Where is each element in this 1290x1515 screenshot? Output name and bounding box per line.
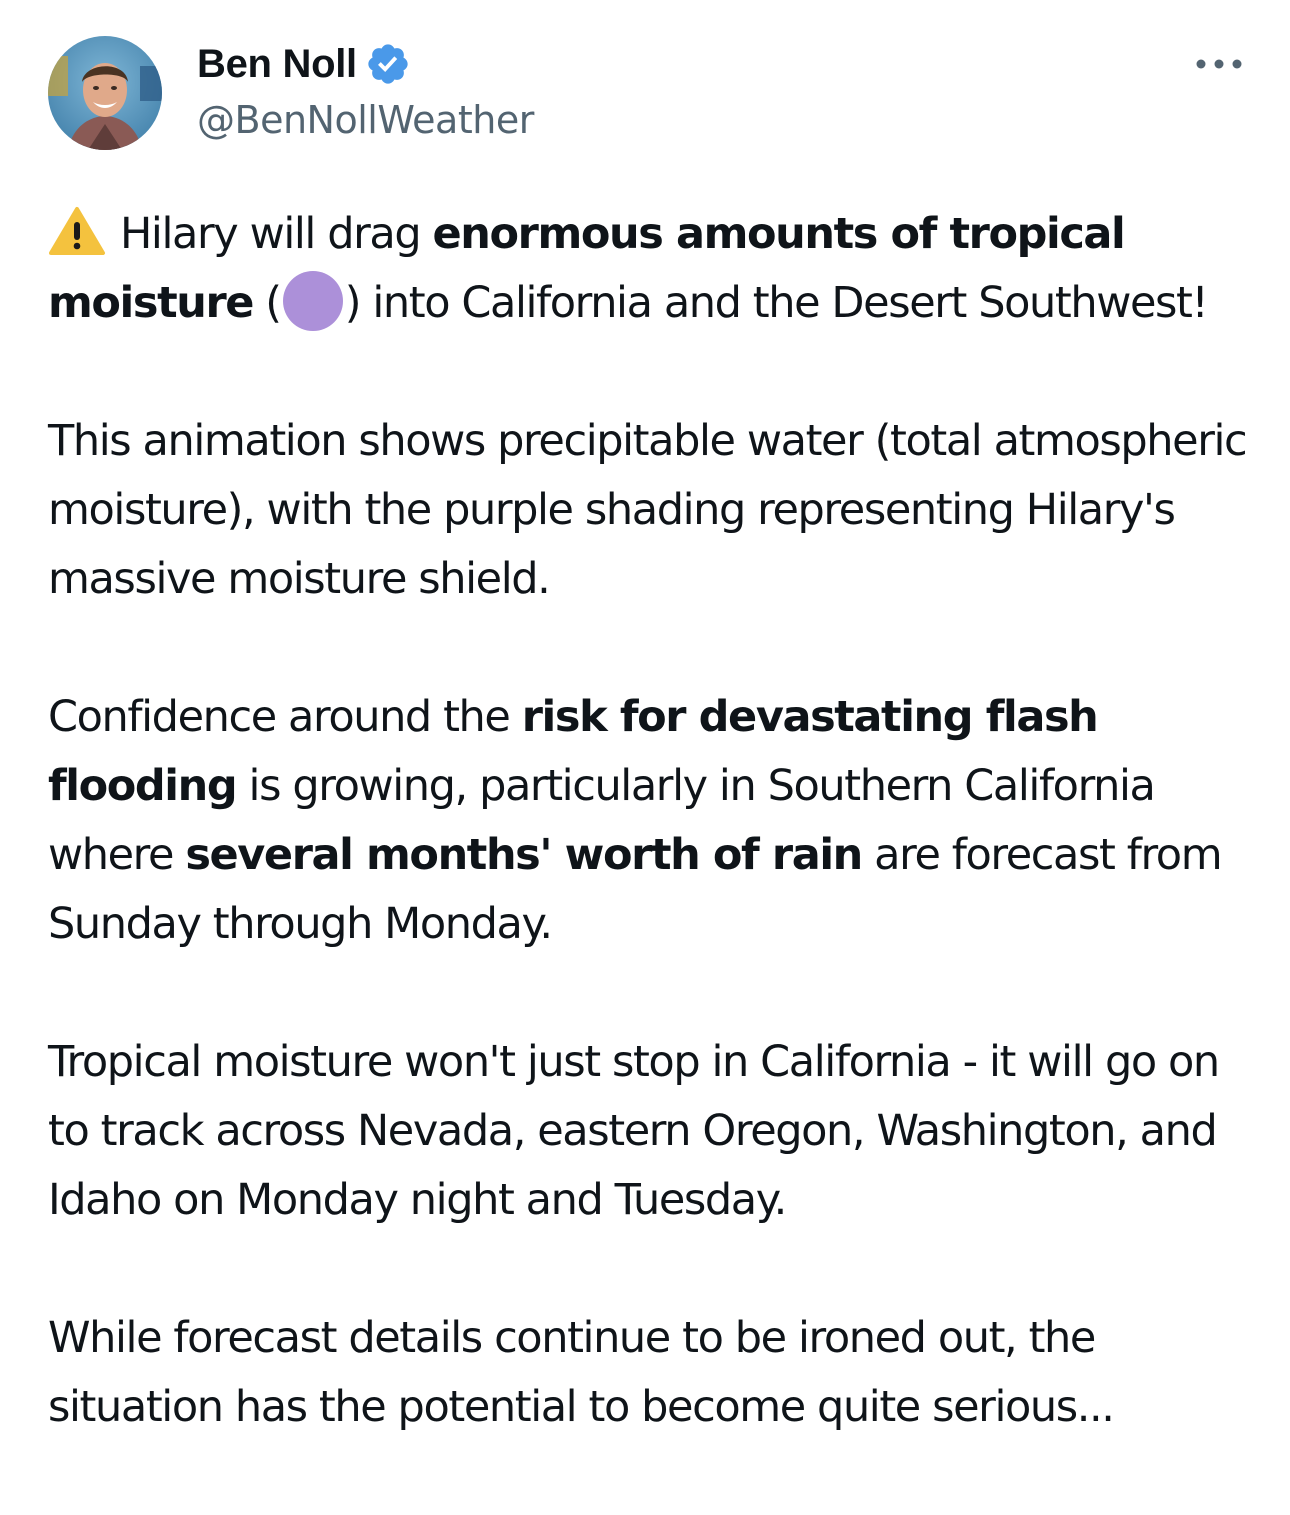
p1-bold: enormous amounts of tropical moisture: [48, 209, 1125, 328]
purple-circle-emoji: [283, 271, 343, 331]
p1-text-a: Hilary will drag: [120, 209, 433, 259]
p1-text-d: ) into California and the Desert Southwest!: [344, 278, 1208, 328]
p1-text-c: (: [253, 278, 281, 328]
tweet-paragraph-3: [48, 683, 1248, 959]
name-row: [197, 40, 534, 88]
tweet-text: [48, 200, 1248, 1442]
tweet-paragraph-1: [48, 200, 1248, 338]
p3-bold-2: several months' worth of rain: [185, 830, 862, 880]
p3-text-c: is growing, particularly in Southern California where: [48, 761, 1155, 880]
verified-badge-icon: [365, 41, 411, 87]
p3-bold-1: risk for devastating flash flooding: [48, 692, 1098, 811]
tweet-paragraph-4: Tropical moisture won't just stop in California - it will go on to track across Nevada, eastern Oregon, Washington, and Idaho on Monday night and Tuesday.: [48, 1037, 1219, 1225]
avatar-image: [48, 36, 162, 150]
p3-text-a: Confidence around the: [48, 692, 522, 742]
avatar[interactable]: [48, 36, 162, 150]
p3-text-e: are forecast from Sunday through Monday.: [48, 830, 1222, 949]
warning-icon: [48, 206, 106, 256]
author-block[interactable]: [197, 40, 534, 142]
author-handle[interactable]: @BenNollWeather: [197, 98, 534, 142]
tweet-paragraph-2: This animation shows precipitable water (total atmospheric moisture), with the purple shading representing Hilary's massive moisture shield.: [48, 416, 1247, 604]
more-options-icon[interactable]: [1192, 44, 1246, 84]
author-display-name[interactable]: Ben Noll: [197, 41, 357, 86]
tweet-paragraph-5: While forecast details continue to be ironed out, the situation has the potential to become quite serious...: [48, 1313, 1114, 1432]
